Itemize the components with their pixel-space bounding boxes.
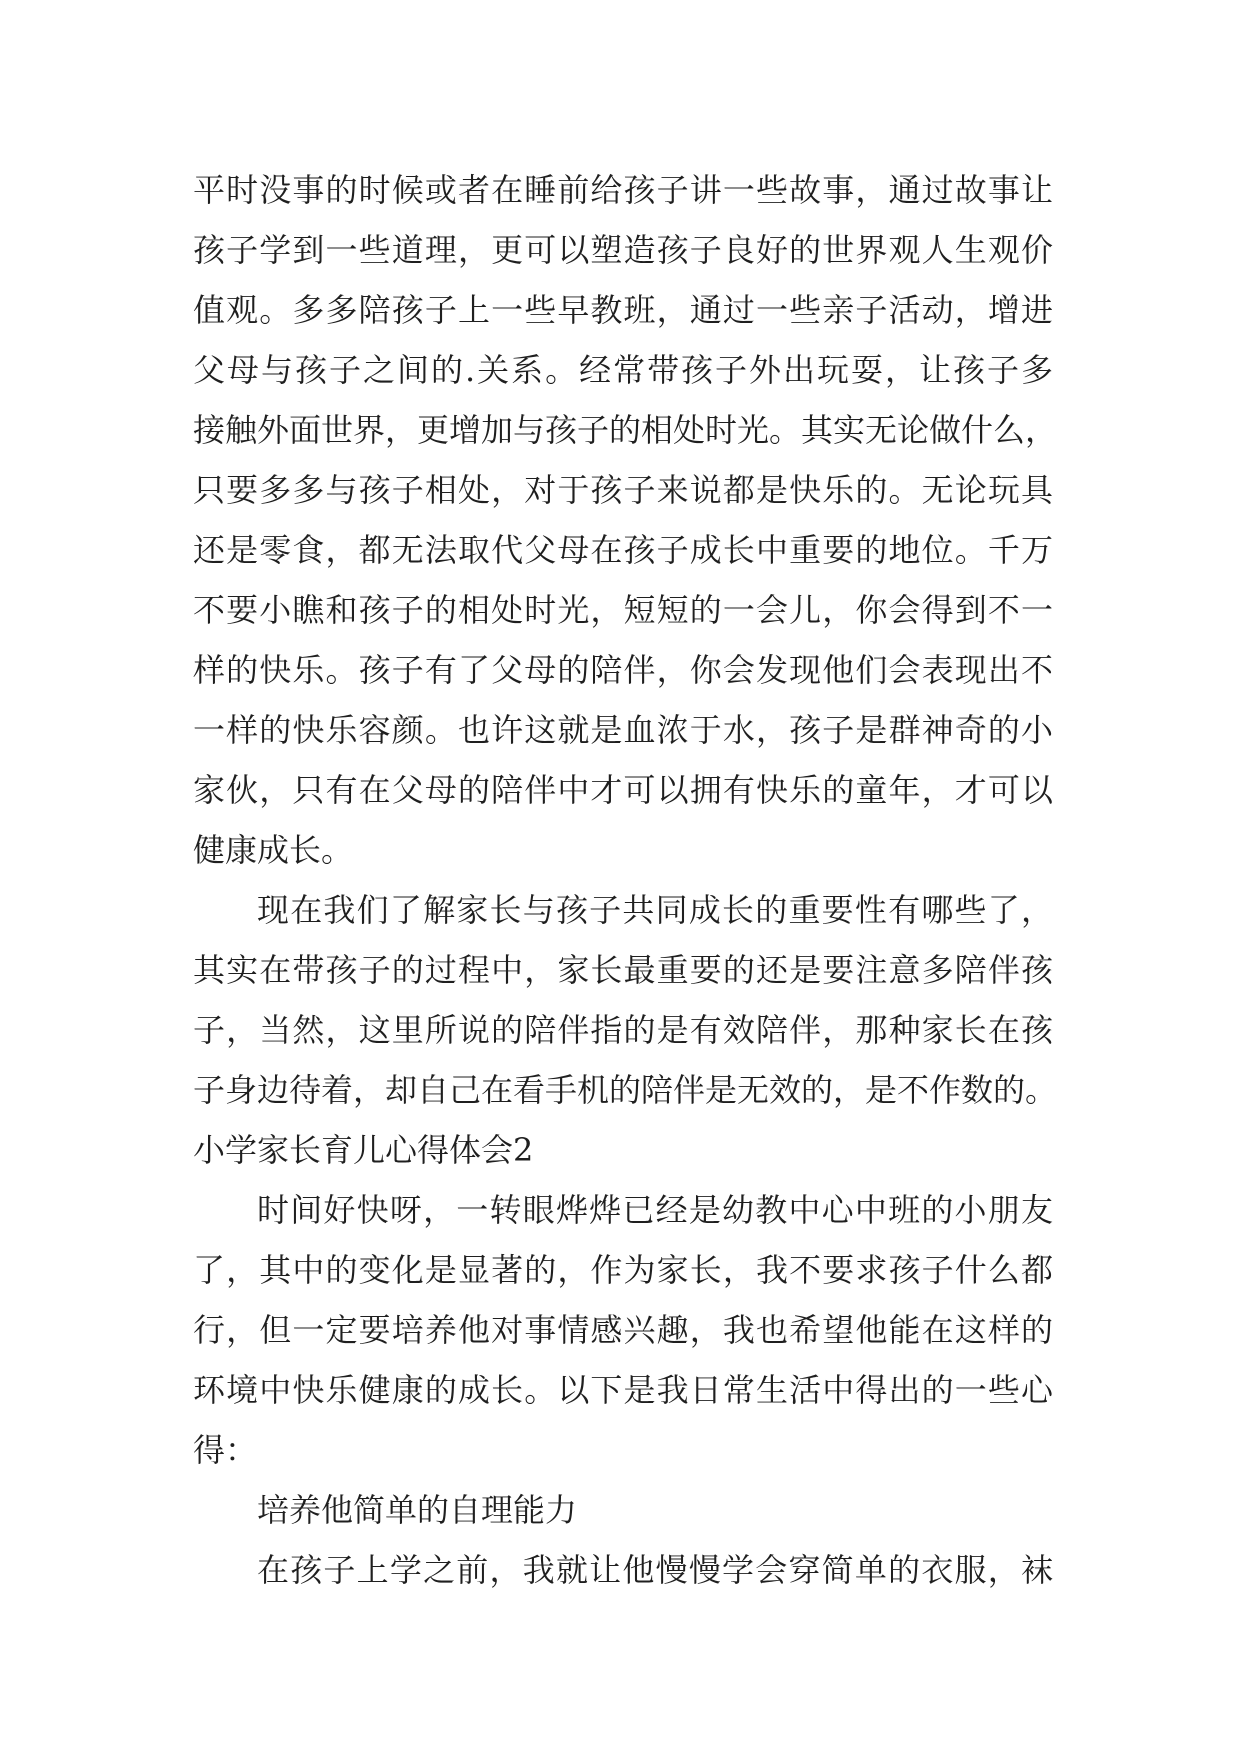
text-line: 不要小瞧和孩子的相处时光，短短的一会儿，你会得到不一 — [193, 591, 1053, 629]
text-line: 平时没事的时候或者在睡前给孩子讲一些故事，通过故事让 — [193, 171, 1053, 209]
section-heading — [193, 1120, 1053, 1180]
paragraph-5 — [193, 1540, 1053, 1600]
paragraph-1 — [193, 160, 1058, 880]
subheading-line: 培养他简单的自理能力 — [257, 1491, 578, 1529]
text-line: 了，其中的变化是显著的，作为家长，我不要求孩子什么都 — [193, 1251, 1053, 1289]
text-line: 一样的快乐容颜。也许这就是血浓于水，孩子是群神奇的小 — [193, 711, 1053, 749]
text-line: 时间好快呀，一转眼烨烨已经是幼教中心中班的小朋友 — [257, 1191, 1053, 1229]
text-line: 其实在带孩子的过程中，家长最重要的还是要注意多陪伴孩 — [193, 951, 1053, 989]
text-line: 父母与孩子之间的.关系。经常带孩子外出玩耍，让孩子多 — [193, 351, 1053, 389]
section-title: 小学家长育儿心得体会2 — [193, 1131, 534, 1169]
text-line: 子，当然，这里所说的陪伴指的是有效陪伴，那种家长在孩 — [193, 1011, 1053, 1049]
text-line: 现在我们了解家长与孩子共同成长的重要性有哪些了， — [257, 891, 1053, 929]
text-line: 接触外面世界，更增加与孩子的相处时光。其实无论做什么， — [193, 411, 1058, 449]
text-line: 得： — [193, 1431, 258, 1469]
paragraph-4 — [193, 1480, 1053, 1540]
document-body — [193, 160, 1058, 1600]
paragraph-2 — [193, 880, 1058, 1120]
text-line: 家伙，只有在父母的陪伴中才可以拥有快乐的童年，才可以 — [193, 771, 1053, 809]
text-line: 还是零食，都无法取代父母在孩子成长中重要的地位。千万 — [193, 531, 1053, 569]
text-line: 环境中快乐健康的成长。以下是我日常生活中得出的一些心 — [193, 1371, 1053, 1409]
text-line: 只要多多与孩子相处，对于孩子来说都是快乐的。无论玩具 — [193, 471, 1053, 509]
text-line: 子身边待着，却自己在看手机的陪伴是无效的，是不作数的。 — [193, 1071, 1058, 1109]
text-line: 孩子学到一些道理，更可以塑造孩子良好的世界观人生观价 — [193, 231, 1053, 269]
text-line: 健康成长。 — [193, 831, 354, 869]
text-line: 值观。多多陪孩子上一些早教班，通过一些亲子活动，增进 — [193, 291, 1053, 329]
text-line: 在孩子上学之前，我就让他慢慢学会穿简单的衣服，袜 — [257, 1551, 1053, 1589]
text-line: 样的快乐。孩子有了父母的陪伴，你会发现他们会表现出不 — [193, 651, 1053, 689]
paragraph-3 — [193, 1180, 1053, 1480]
text-line: 行，但一定要培养他对事情感兴趣，我也希望他能在这样的 — [193, 1311, 1053, 1349]
